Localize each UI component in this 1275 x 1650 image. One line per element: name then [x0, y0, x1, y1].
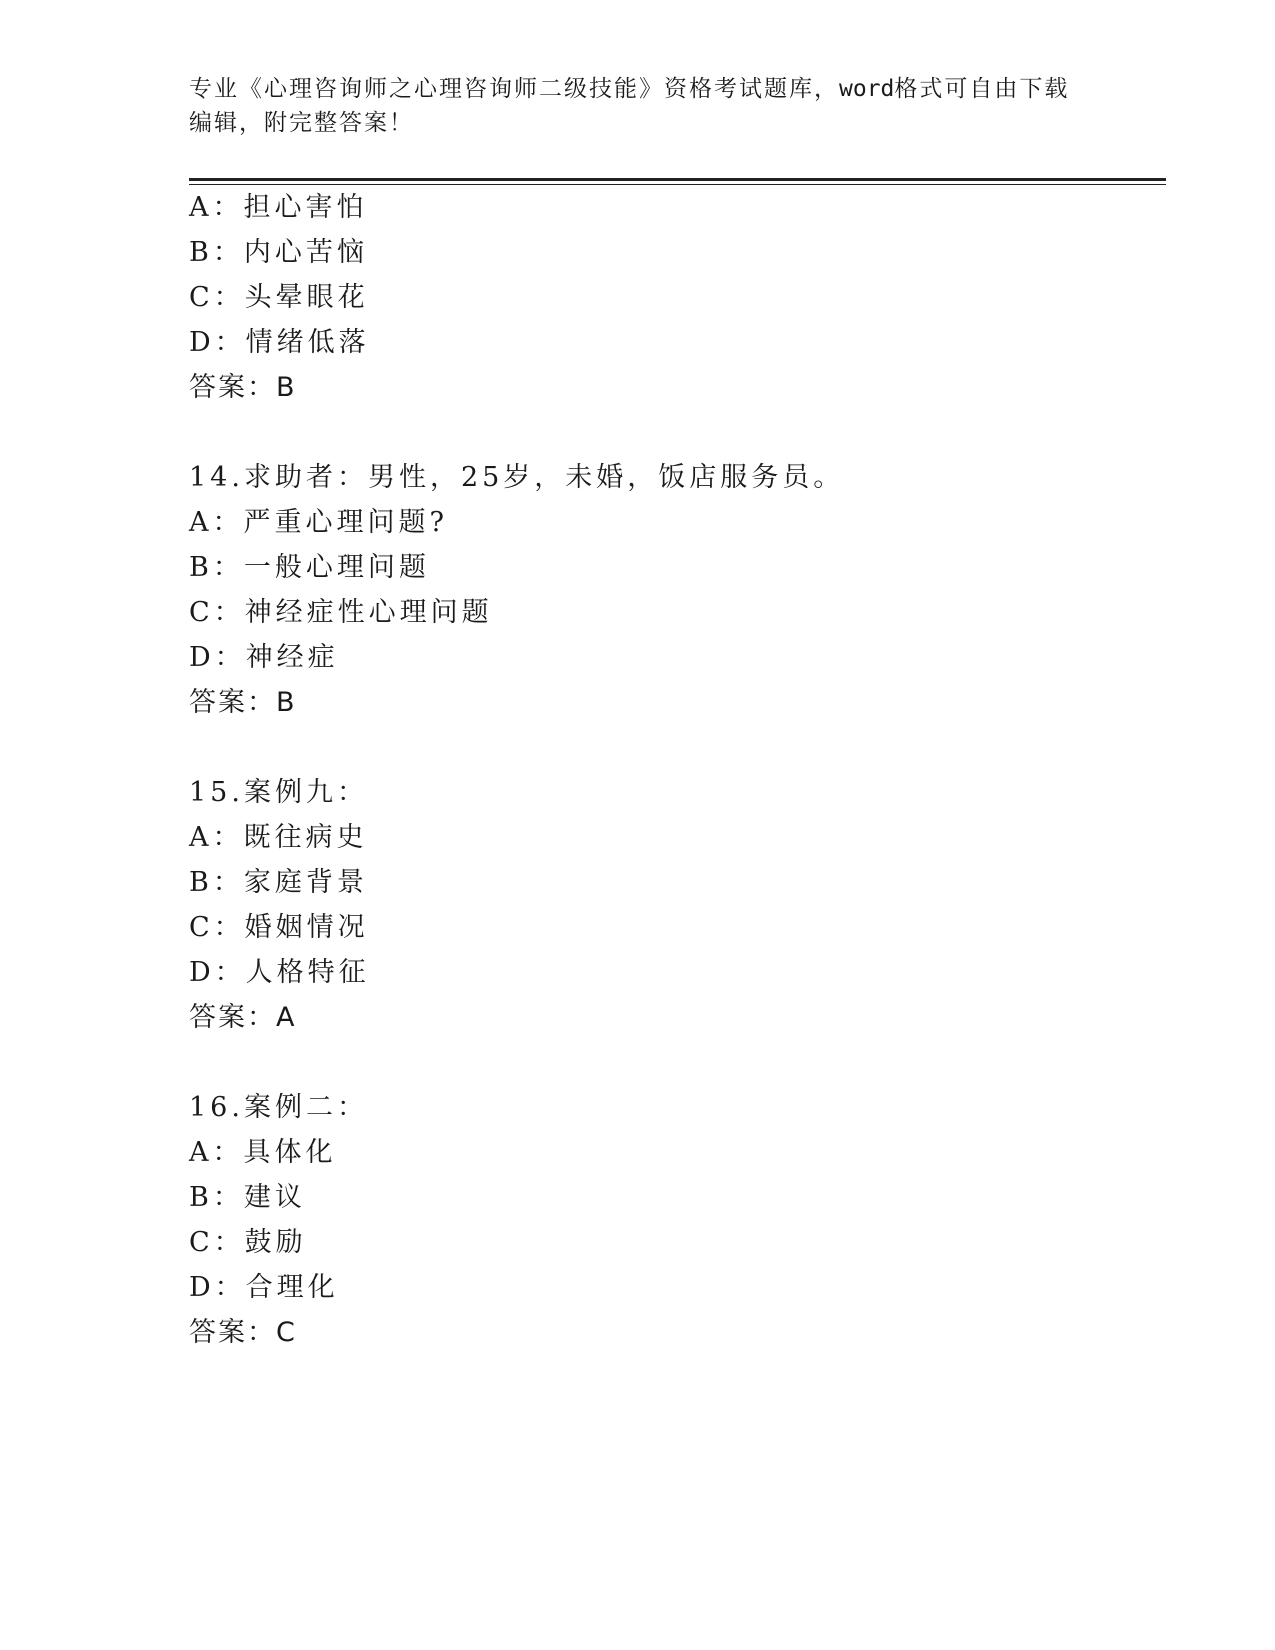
q16-answer: 答案：C [189, 1317, 297, 1348]
q13-option-b: B：内心苦恼 [189, 237, 368, 268]
q16-option-d: D：合理化 [189, 1272, 339, 1303]
header-text-word: word [839, 76, 895, 102]
q13-option-a: A：担心害怕 [189, 192, 368, 223]
q15-option-a: A：既往病史 [189, 822, 368, 853]
q13-option-d: D：情绪低落 [189, 327, 370, 358]
header-line-2: 编辑，附完整答案！ [189, 110, 414, 136]
q15-option-d: D：人格特征 [189, 957, 370, 988]
document-header [189, 72, 1089, 140]
header-text-pre: 专业《心理咨询师之心理咨询师二级技能》资格考试题库， [189, 76, 839, 102]
q14-option-b: B：一般心理问题 [189, 552, 430, 583]
q16-option-a: A：具体化 [189, 1137, 337, 1168]
q14-option-d: D：神经症 [189, 642, 339, 673]
header-divider-thick [189, 178, 1166, 181]
q14-option-c: C：神经症性心理问题 [189, 597, 493, 628]
q13-option-c: C：头晕眼花 [189, 282, 369, 313]
header-text-post: 格式可自由下载 [894, 76, 1070, 102]
q16-option-c: C：鼓励 [189, 1227, 307, 1258]
q13-answer: 答案：B [189, 372, 297, 403]
q16-option-b: B：建议 [189, 1182, 306, 1213]
q15-option-c: C：婚姻情况 [189, 912, 369, 943]
header-line-1 [189, 72, 1089, 106]
q15-answer: 答案：A [189, 1002, 297, 1033]
q14-answer: 答案：B [189, 687, 297, 718]
header-divider-thin [189, 184, 1166, 185]
q15-option-b: B：家庭背景 [189, 867, 368, 898]
q16-question: 16.案例二： [189, 1092, 368, 1123]
q14-option-a: A：严重心理问题? [189, 507, 448, 538]
q14-question: 14.求助者：男性，25岁，未婚，饭店服务员。 [189, 462, 845, 493]
q15-question: 15.案例九： [189, 777, 368, 808]
